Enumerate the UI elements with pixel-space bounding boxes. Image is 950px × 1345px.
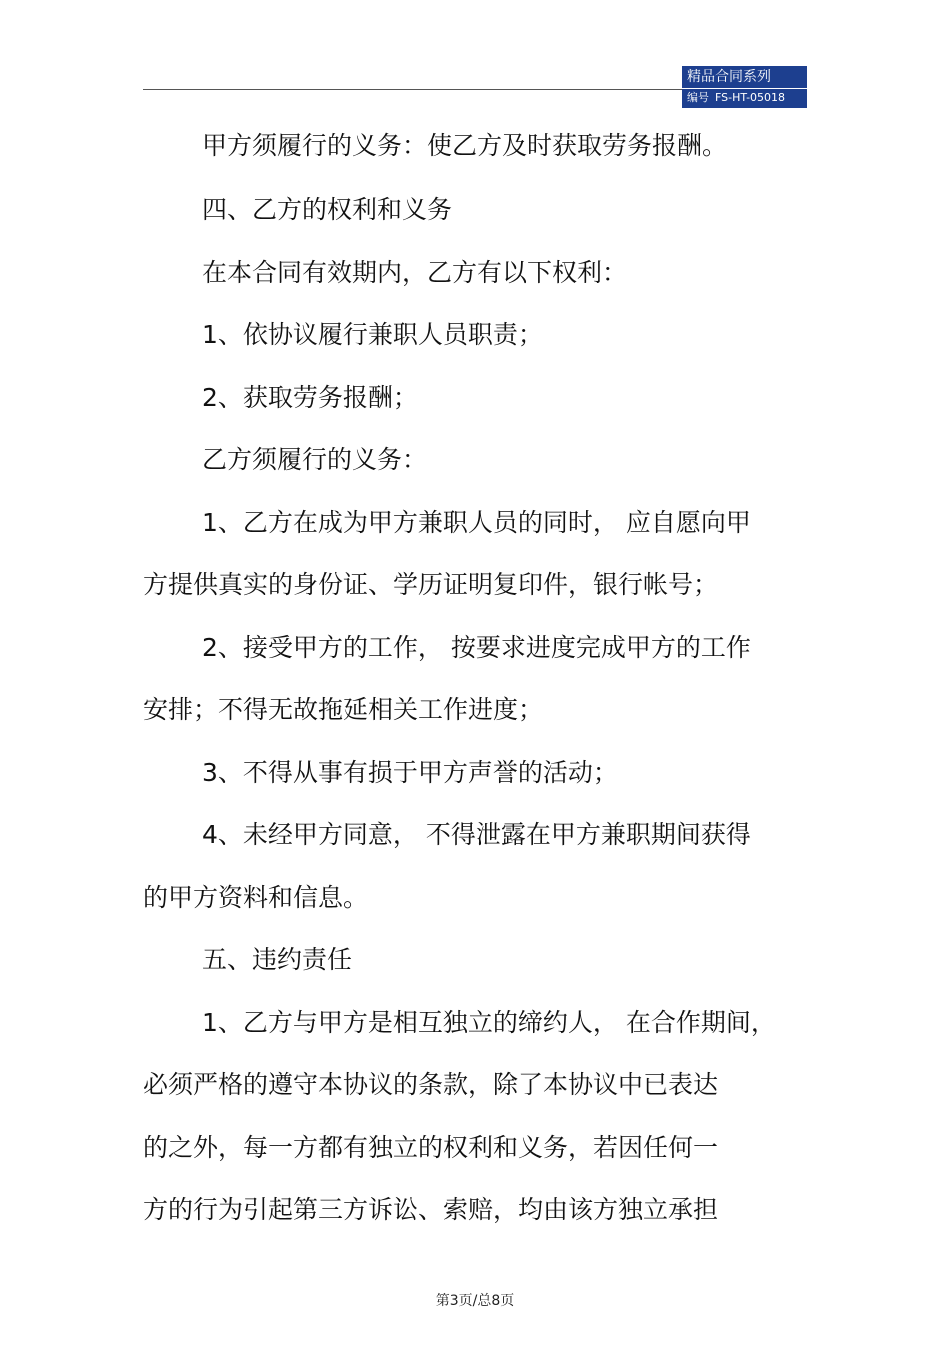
page-number: 第3页/总8页 bbox=[435, 1293, 515, 1309]
document-code-value: FS-HT-05018 bbox=[715, 91, 786, 104]
party-a-obligation: 甲方须履行的义务：使乙方及时获取劳务报酬。 bbox=[202, 131, 728, 160]
series-title: 精品合同系列 bbox=[687, 69, 771, 85]
party-b-right-2: 2、获取劳务报酬； bbox=[202, 383, 418, 412]
section-4-heading: 四、乙方的权利和义务 bbox=[202, 195, 453, 224]
header-rule bbox=[143, 89, 682, 90]
document-code bbox=[687, 90, 791, 106]
series-badge bbox=[682, 66, 807, 108]
section-5-heading: 五、违约责任 bbox=[202, 945, 353, 974]
party-b-rights-intro: 在本合同有效期内，乙方有以下权利： bbox=[202, 258, 628, 287]
party-b-obligation-2-cont: 安排；不得无故拖延相关工作进度； bbox=[143, 695, 544, 724]
liability-clause-1-cont-1: 必须严格的遵守本协议的条款，除了本协议中已表达 bbox=[143, 1070, 719, 1099]
liability-clause-1: 1、乙方与甲方是相互独立的缔约人， 在合作期间， bbox=[202, 1008, 776, 1037]
party-b-right-1: 1、依协议履行兼职人员职责； bbox=[202, 320, 543, 349]
party-b-obligation-1-cont: 方提供真实的身份证、学历证明复印件，银行帐号； bbox=[143, 570, 719, 599]
party-b-obligation-1: 1、乙方在成为甲方兼职人员的同时， 应自愿向甲 bbox=[202, 508, 751, 537]
document-code-label: 编号 bbox=[687, 91, 709, 104]
party-b-obligation-4-cont: 的甲方资料和信息。 bbox=[143, 883, 369, 912]
party-b-obligation-3: 3、不得从事有损于甲方声誉的活动； bbox=[202, 758, 618, 787]
liability-clause-1-cont-3: 方的行为引起第三方诉讼、索赔，均由该方独立承担 bbox=[143, 1195, 719, 1224]
party-b-obligations-intro: 乙方须履行的义务： bbox=[202, 445, 428, 474]
party-b-obligation-2: 2、接受甲方的工作， 按要求进度完成甲方的工作 bbox=[202, 633, 751, 662]
party-b-obligation-4: 4、未经甲方同意， 不得泄露在甲方兼职期间获得 bbox=[202, 820, 751, 849]
liability-clause-1-cont-2: 的之外，每一方都有独立的权利和义务，若因任何一 bbox=[143, 1133, 719, 1162]
badge-divider bbox=[682, 88, 807, 89]
